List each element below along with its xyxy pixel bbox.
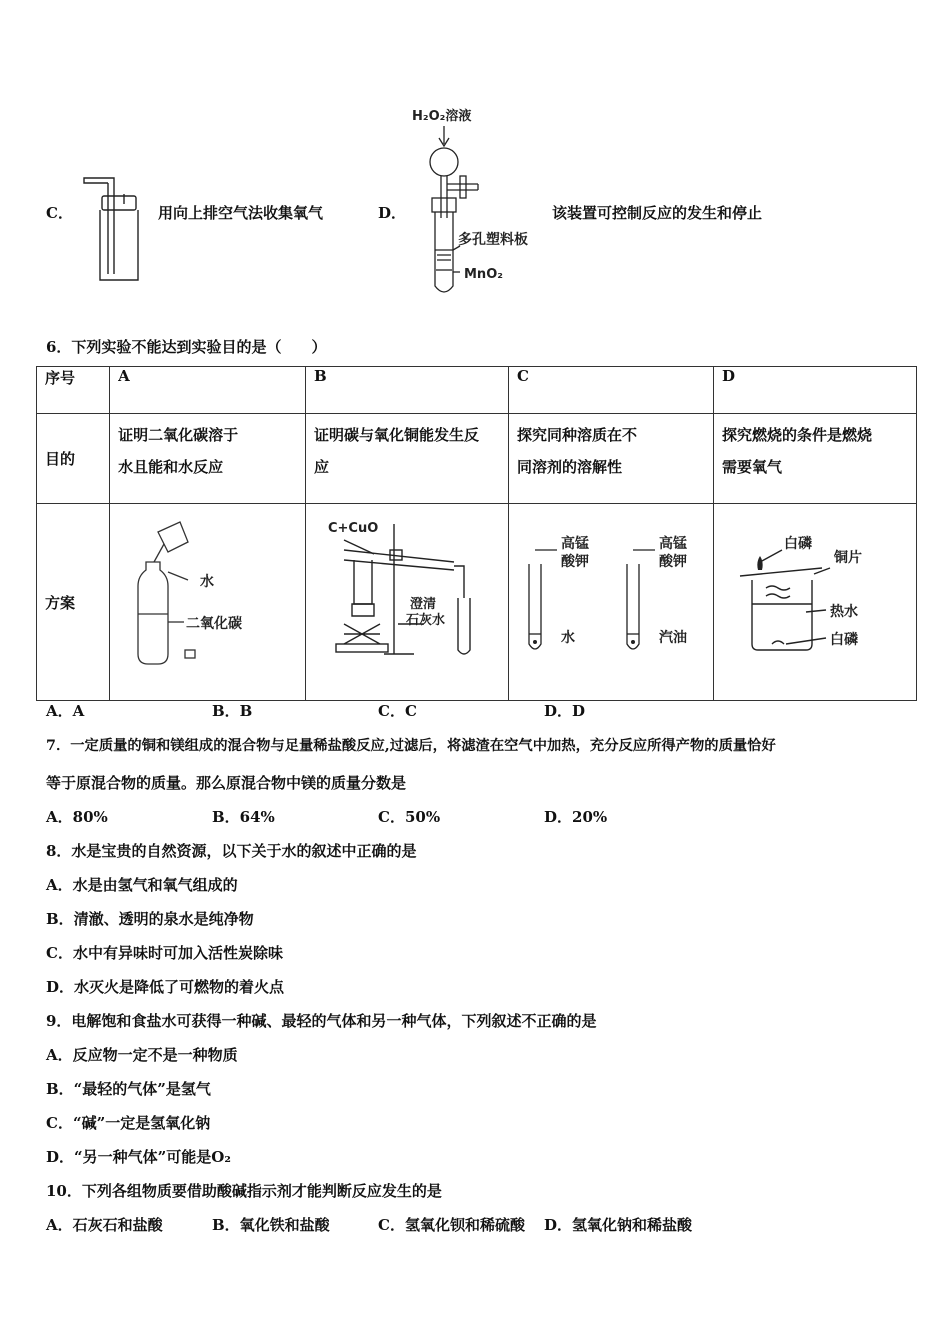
mno2-label: MnO₂ [464, 267, 503, 282]
q6-option-a: A．A [46, 702, 85, 720]
water-tube-label: 水 [560, 630, 575, 646]
header-b: B [305, 367, 508, 414]
header-c: C [508, 367, 713, 414]
q6-option-b: B．B [212, 702, 253, 720]
goal-label: 目的 [37, 414, 110, 504]
white-p-bottom-label: 白磷 [829, 632, 858, 648]
q7-stem-line2: 等于原混合物的质量。那么原混合物中镁的质量分数是 [46, 774, 407, 792]
goal-c: 探究同种溶质在不 同溶剂的溶解性 [508, 414, 713, 504]
q9-option-c: C．“碱”一定是氢氧化钠 [46, 1114, 211, 1132]
plan-label: 方案 [37, 504, 110, 701]
q8-option-c: C．水中有异味时可加入活性炭除味 [46, 944, 283, 962]
c-cuo-label: C+CuO [327, 521, 379, 536]
q7-option-b: B．64% [212, 808, 275, 826]
lime-water-label-1: 澄清 [409, 597, 436, 612]
kmno4-label-1a: 高锰 [560, 536, 589, 552]
q5-option-c-text: 用向上排空气法收集氧气 [158, 204, 324, 222]
co2-label: 二氧化碳 [186, 616, 243, 632]
goal-b: 证明碳与氧化铜能发生反 应 [305, 414, 508, 504]
goal-a: 证明二氧化碳溶于 水且能和水反应 [110, 414, 306, 504]
water-label: 水 [200, 574, 215, 590]
q6-stem: 6．下列实验不能达到实验目的是（ ） [46, 338, 327, 356]
combustion-beaker-figure [722, 504, 908, 694]
q6-option-c: C．C [378, 702, 417, 720]
q7-option-d: D．20% [544, 808, 608, 826]
q7-stem-line1: 7．一定质量的铜和镁组成的混合物与足量稀盐酸反应,过滤后，将滤渣在空气中加热，充分反应所得产物的质量恰好 [46, 738, 776, 754]
plan-a [110, 504, 306, 701]
controllable-reactor-figure [408, 100, 558, 300]
q5-option-d-label: D． [378, 204, 407, 222]
q6-option-d: D．D [544, 702, 586, 720]
header-a: A [110, 367, 306, 414]
co2-bottle-figure [118, 504, 296, 694]
kmno4-label-1b: 酸钾 [560, 554, 589, 570]
kmno4-label-2a: 高锰 [658, 536, 687, 552]
copper-sheet-label: 铜片 [833, 550, 862, 566]
q8-option-d: D．水灭火是降低了可燃物的着火点 [46, 978, 285, 996]
hot-water-label: 热水 [829, 604, 858, 620]
q9-stem: 9．电解饱和食盐水可获得一种碱、最轻的气体和另一种气体，下列叙述不正确的是 [46, 1012, 597, 1030]
header-d: D [713, 367, 916, 414]
porous-plate-label: 多孔塑料板 [458, 232, 528, 248]
lime-water-label-2: 石灰水 [405, 613, 445, 628]
plan-c [508, 504, 713, 701]
q9-option-a: A．反应物一定不是一种物质 [46, 1046, 238, 1064]
q7-option-c: C．50% [378, 808, 441, 826]
q10-stem: 10．下列各组物质要借助酸碱指示剂才能判断反应发生的是 [46, 1182, 442, 1200]
white-p-top-label: 白磷 [783, 536, 812, 552]
header-index: 序号 [37, 367, 110, 414]
q10-option-a: A．石灰石和盐酸 [46, 1216, 163, 1234]
solubility-test-tubes-figure [517, 504, 705, 694]
gas-collection-bottle-figure [80, 176, 146, 286]
q10-option-b: B．氧化铁和盐酸 [212, 1216, 330, 1234]
q8-stem: 8．水是宝贵的自然资源，以下关于水的叙述中正确的是 [46, 842, 417, 860]
q7-option-a: A．80% [46, 808, 108, 826]
q5-option-d-text: 该装置可控制反应的发生和停止 [552, 204, 763, 222]
q8-option-b: B．清澈、透明的泉水是纯净物 [46, 910, 254, 928]
q9-option-b: B．“最轻的气体”是氢气 [46, 1080, 211, 1098]
q8-option-a: A．水是由氢气和氧气组成的 [46, 876, 238, 894]
q10-option-c: C．氢氧化钡和稀硫酸 [378, 1216, 525, 1234]
plan-d [713, 504, 916, 701]
q6-table [36, 366, 917, 701]
h2o2-label: H₂O₂溶液 [412, 109, 472, 124]
kmno4-label-2b: 酸钾 [658, 554, 687, 570]
carbon-cuo-apparatus-figure [314, 504, 500, 694]
goal-d: 探究燃烧的条件是燃烧 需要氧气 [713, 414, 916, 504]
gasoline-tube-label: 汽油 [658, 630, 687, 646]
q5-option-c-label: C． [46, 204, 73, 222]
plan-b [305, 504, 508, 701]
q10-option-d: D．氢氧化钠和稀盐酸 [544, 1216, 693, 1234]
q9-option-d: D．“另一种气体”可能是O₂ [46, 1148, 231, 1166]
